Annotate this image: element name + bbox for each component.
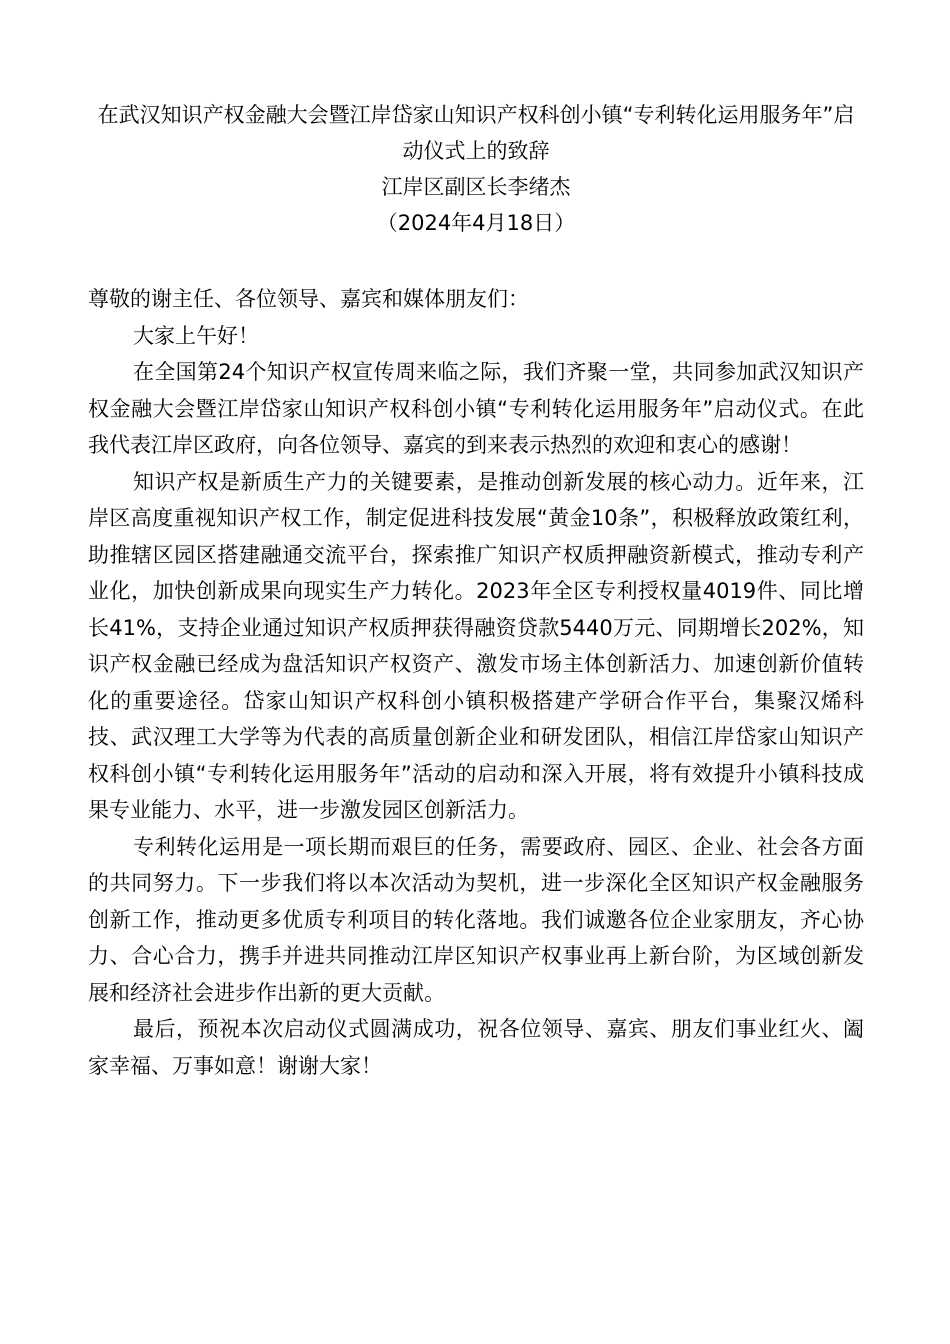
salutation: 尊敬的谢主任、各位领导、嘉宾和媒体朋友们： — [88, 287, 529, 311]
greeting: 大家上午好！ — [133, 323, 259, 348]
speech-title: 在武汉知识产权金融大会暨江岸岱家山知识产权科创小镇“专利转化运用服务年”启动仪式上的致辞 — [97, 103, 855, 163]
paragraph-next-steps: 专利转化运用是一项长期而艰巨的任务，需要政府、园区、企业、社会各方面的共同努力。下一步我们将以本次活动为契机，进一步深化全区知识产权金融服务创新工作，推动更多优质专利项目的转化落地。我们诚邀各位企业家朋友，齐心协力、合心合力，携手并进共同推动江岸区知识产权事业再上新台阶，为区域创新发展和经济社会进步作出新的更大贡献。 — [88, 834, 864, 1005]
speaker-line: 江岸区副区长李绪杰 — [381, 175, 571, 199]
speech-body — [88, 281, 864, 1084]
paragraph-ip-finance: 知识产权是新质生产力的关键要素，是推动创新发展的核心动力。近年来，江岸区高度重视知识产权工作，制定促进科技发展“黄金10条”，积极释放政策红利，助推辖区园区搭建融通交流平台，探索推广知识产权质押融资新模式，推动专利产业化，加快创新成果向现实生产力转化。2023年全区专利授权量4019件、同比增长41%，支持企业通过知识产权质押获得融资贷款5440万元、同期增长202%，知识产权金融已经成为盘活知识产权资产、激发市场主体创新活力、加速创新价值转化的重要途径。岱家山知识产权科创小镇积极搭建产学研合作平台，集聚汉烯科技、武汉理工大学等为代表的高质量创新企业和研发团队，相信江岸岱家山知识产权科创小镇“专利转化运用服务年”活动的启动和深入开展，将有效提升小镇科技成果专业能力、水平，进一步激发园区创新活力。 — [88, 469, 864, 822]
document-header — [88, 97, 864, 241]
speech-date: （2024年4月18日） — [376, 211, 576, 235]
paragraph-opening: 在全国第24个知识产权宣传周来临之际，我们齐聚一堂，共同参加武汉知识产权金融大会暨江岸岱家山知识产权科创小镇“专利转化运用服务年”启动仪式。在此我代表江岸区政府，向各位领导、嘉宾的到来表示热烈的欢迎和衷心的感谢！ — [88, 360, 864, 457]
paragraph-closing: 最后，预祝本次启动仪式圆满成功，祝各位领导、嘉宾、朋友们事业红火、阖家幸福、万事如意！谢谢大家！ — [88, 1017, 864, 1078]
